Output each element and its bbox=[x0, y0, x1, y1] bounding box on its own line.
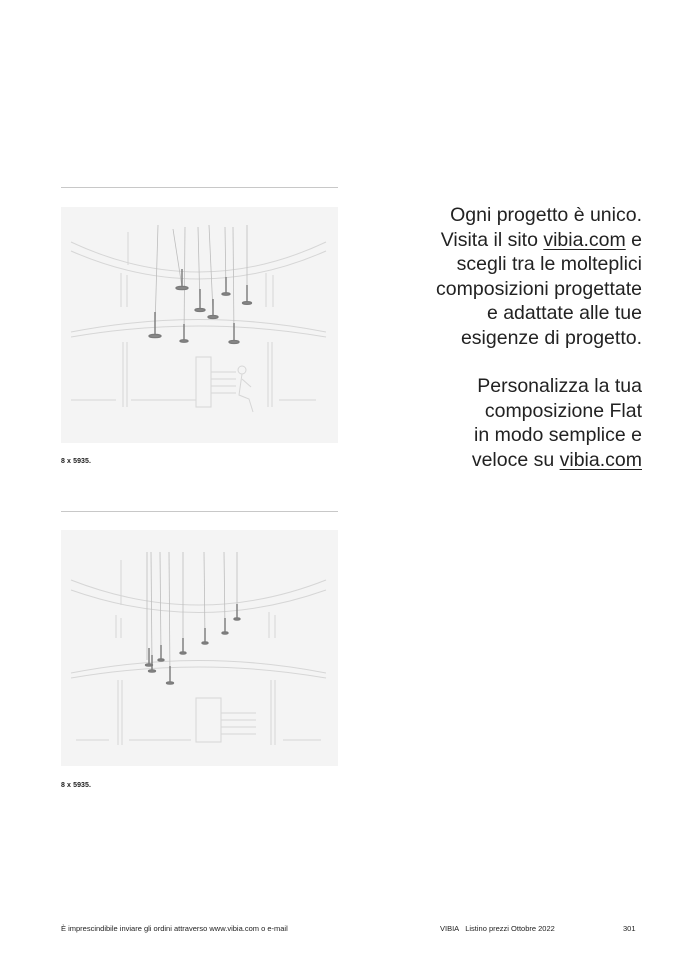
divider-middle bbox=[61, 511, 338, 512]
vibia-link[interactable]: vibia.com bbox=[543, 228, 626, 251]
footer-catalog bbox=[440, 924, 555, 933]
vibia-link[interactable]: vibia.com bbox=[559, 448, 642, 471]
page-number: 301 bbox=[623, 924, 636, 933]
catalog-title: Listino prezzi Ottobre 2022 bbox=[465, 924, 555, 933]
footer-notice: È imprescindibile inviare gli ordini attraverso www.vibia.com o e-mail bbox=[61, 924, 288, 933]
figure-caption: 8 x 5935. bbox=[61, 782, 92, 789]
composition-illustration-2 bbox=[61, 530, 338, 766]
figure-caption: 8 x 5935. bbox=[61, 458, 92, 465]
composition-illustration-1 bbox=[61, 207, 338, 443]
intro-text bbox=[342, 203, 642, 472]
divider-top bbox=[61, 187, 338, 188]
customize-paragraph: Personalizza la tua composizione Flat in modo semplice e veloce su vibia.com bbox=[471, 375, 642, 471]
brand-name: VIBIA bbox=[440, 924, 460, 933]
intro-paragraph: Ogni progetto è unico. Visita il sito vibia.com e scegli tra le molteplici composizioni progettate e adattate alle tue esigenze di progetto. bbox=[436, 204, 642, 349]
